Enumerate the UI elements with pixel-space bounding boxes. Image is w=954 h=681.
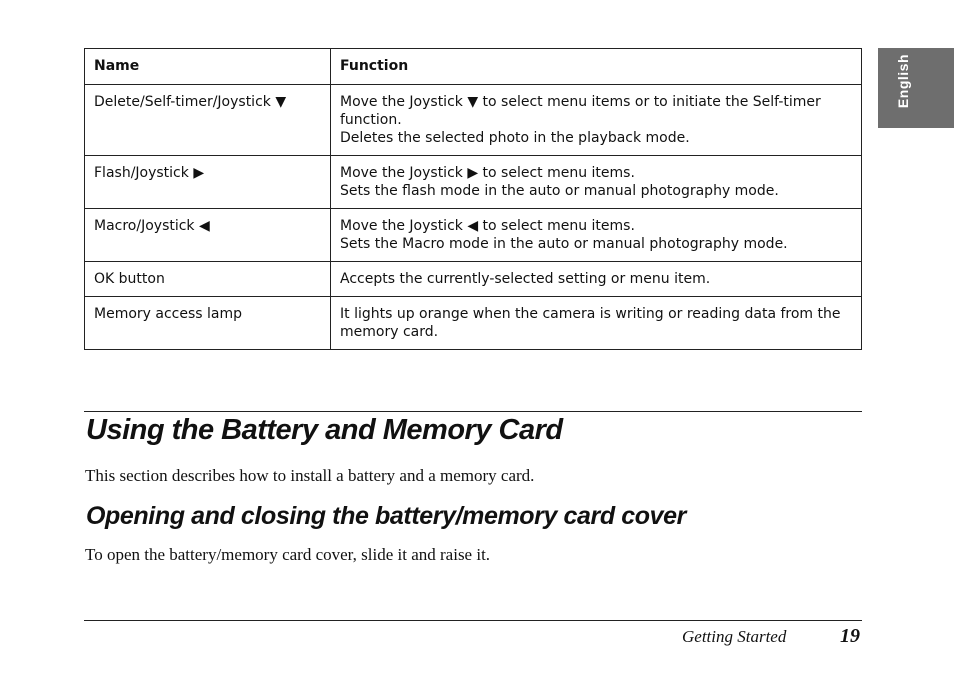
function-line: Move the Joystick ▼ to select menu items or to initiate the Self-timer function. <box>340 94 821 128</box>
table-row <box>85 262 862 297</box>
row-function <box>331 297 862 350</box>
row-function <box>331 85 862 156</box>
section-intro: This section describes how to install a battery and a memory card. <box>85 466 535 485</box>
section-divider <box>84 411 862 412</box>
column-header-function: Function <box>331 49 862 85</box>
row-function <box>331 209 862 262</box>
function-line: Deletes the selected photo in the playback mode. <box>340 130 690 146</box>
row-name: Delete/Self-timer/Joystick ▼ <box>85 85 331 156</box>
language-tab <box>878 48 954 128</box>
row-name: Flash/Joystick ▶ <box>85 156 331 209</box>
row-name: OK button <box>85 262 331 297</box>
function-line: Move the Joystick ◀ to select menu items. <box>340 218 635 234</box>
row-function <box>331 262 862 297</box>
row-name: Memory access lamp <box>85 297 331 350</box>
table-row <box>85 209 862 262</box>
table-row <box>85 156 862 209</box>
page-number: 19 <box>840 625 860 647</box>
function-line: Move the Joystick ▶ to select menu items. <box>340 165 635 181</box>
function-line: Sets the Macro mode in the auto or manual photography mode. <box>340 236 788 252</box>
row-function <box>331 156 862 209</box>
column-header-name: Name <box>85 49 331 85</box>
footer-divider <box>84 620 862 621</box>
subsection-text: To open the battery/memory card cover, slide it and raise it. <box>85 545 491 564</box>
footer-section-name: Getting Started <box>682 627 787 646</box>
function-line: It lights up orange when the camera is writing or reading data from the memory card. <box>340 306 841 340</box>
row-name: Macro/Joystick ◀ <box>85 209 331 262</box>
subsection-title: Opening and closing the battery/memory card cover <box>86 502 687 530</box>
table-header-row <box>85 49 862 85</box>
function-line: Sets the flash mode in the auto or manual photography mode. <box>340 183 779 199</box>
table-row <box>85 85 862 156</box>
section-title: Using the Battery and Memory Card <box>86 414 563 446</box>
function-table <box>84 48 862 350</box>
table-row <box>85 297 862 350</box>
language-tab-label: English <box>895 54 911 109</box>
function-line: Accepts the currently-selected setting or menu item. <box>340 271 711 287</box>
